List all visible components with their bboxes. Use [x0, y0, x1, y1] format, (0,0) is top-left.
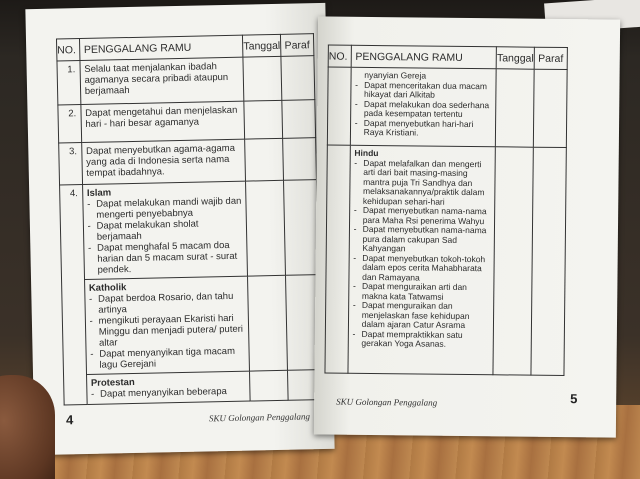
row-number: 2.: [58, 105, 81, 143]
page-number: 4: [65, 412, 74, 428]
sign-cell: [533, 69, 567, 147]
date-cell: [250, 370, 288, 401]
list-item: - Dapat mempraktikkan satu gerakan Yoga Asanas.: [352, 329, 489, 349]
row-text: Dapat menyebutkan agama-agama yang ada di Indonesia serta nama tempat ibadahnya.: [81, 139, 245, 184]
list-item: - Dapat menguraikan dan menjelaskan fase kehidupan dalam ajaran Catur Asrama: [353, 301, 490, 331]
list-item: - Dapat berdoa Rosario, dan tahu artinya: [89, 291, 244, 316]
hindu-section: [348, 145, 496, 375]
list-item: - mengikuti perayaan Ekaristi hari Minggu dan menjadi putera/ puteri altar: [89, 313, 244, 349]
header-title: PENGGALANG RAMU: [351, 45, 497, 69]
date-cell: [245, 138, 284, 181]
protestan-section: [86, 371, 250, 404]
header-title: PENGGALANG RAMU: [79, 35, 243, 60]
page-number: 5: [570, 391, 578, 407]
table-row: [60, 180, 319, 280]
row-number: 1.: [57, 61, 81, 105]
sign-cell: [281, 56, 315, 101]
continued-text: nyanyian Gereja: [364, 69, 427, 81]
list-item: - Dapat menyebutkan nama-nama pura dalam cakupan Sad Kahyangan: [353, 225, 490, 255]
continued-section: [350, 67, 496, 147]
list-item: - Dapat menyebutkan hari-hari Raya Kristiani.: [355, 118, 492, 138]
date-cell: [243, 56, 282, 101]
header-no: NO.: [56, 39, 79, 61]
list-item: - Dapat menyebutkan nama-nama para Maha Rsi penerima Wahyu: [354, 206, 491, 226]
row-text: Selalu taat menjalankan ibadah agamanya secara pribadi ataupun berjamaah: [80, 57, 244, 104]
date-cell: [493, 147, 533, 375]
table-row: [62, 275, 321, 375]
table-row: [64, 370, 322, 405]
date-cell: [248, 275, 288, 371]
page-footer: SKU Golongan Penggalang: [336, 396, 438, 408]
katholik-list: [89, 291, 245, 371]
date-cell: [246, 180, 286, 276]
date-cell: [244, 100, 283, 139]
list-item: - Dapat menyanyikan beberapa: [91, 386, 246, 400]
protestan-list: [91, 386, 246, 400]
row-number: [325, 145, 350, 373]
page-footer: SKU Golongan Penggalang: [208, 411, 311, 424]
katholik-title: Katholik: [88, 282, 127, 294]
list-item: - Dapat melakukan sholat berjamaah: [87, 218, 242, 243]
islam-list: [87, 196, 243, 276]
katholik-section: [84, 276, 250, 374]
islam-section: [82, 181, 248, 279]
sign-cell: [284, 180, 319, 276]
table-row: [325, 145, 566, 375]
list-item: - Dapat menyebutkan tokoh-tokoh dalam epos cerita Mahabharata dan Ramayana: [353, 253, 490, 283]
hindu-title: Hindu: [354, 147, 379, 159]
header-date: Tanggal: [243, 34, 281, 57]
list-item: - Dapat melafalkan dan mengerti arti dari bait masing-masing mantra puja Tri Sandhya dan melaksanakannya/praktik dalam kehidupan sehari-hari: [354, 158, 491, 207]
right-table: [324, 45, 567, 376]
header-sign: Paraf: [534, 47, 567, 69]
sign-cell: [283, 138, 317, 181]
list-item: - Dapat menceritakan dua macam hikayat dari Alkitab: [355, 80, 492, 100]
list-item: - Dapat menghafal 5 macam doa harian dan 5 macam surat - surat pendek.: [88, 240, 243, 276]
table-row: [57, 56, 315, 105]
row-text: Dapat mengetahui dan menjelaskan hari - hari besar agamanya: [81, 101, 245, 142]
left-table: [56, 33, 322, 405]
row-number: 4.: [60, 185, 87, 405]
thumb: [0, 375, 55, 479]
header-no: NO.: [328, 45, 351, 67]
table-row: [327, 67, 567, 147]
hindu-list: [352, 158, 491, 349]
table-row: [58, 100, 316, 143]
sign-cell: [282, 100, 316, 139]
list-item: - Dapat menguraikan arti dan makna kata Tatwamsi: [353, 282, 490, 302]
right-page: [314, 16, 620, 437]
left-page: [25, 3, 334, 455]
row-number: 3.: [59, 143, 83, 185]
islam-title: Islam: [86, 187, 112, 199]
header-sign: Paraf: [280, 34, 313, 57]
header-date: Tanggal: [496, 47, 534, 69]
list-item: - Dapat melakukan doa sederhana pada kesempatan tertentu: [355, 99, 492, 119]
continued-list: [355, 80, 492, 138]
right-table-header: [328, 45, 567, 70]
date-cell: [496, 69, 535, 147]
sign-cell: [531, 147, 566, 375]
row-number: [327, 67, 350, 145]
table-row: [59, 138, 317, 185]
list-item: - Dapat melakukan mandi wajib dan mengerti penyebabnya: [87, 196, 242, 221]
protestan-title: Protestan: [90, 376, 135, 389]
list-item: - Dapat menyanyikan tiga macam lagu Gerejani: [90, 346, 245, 371]
